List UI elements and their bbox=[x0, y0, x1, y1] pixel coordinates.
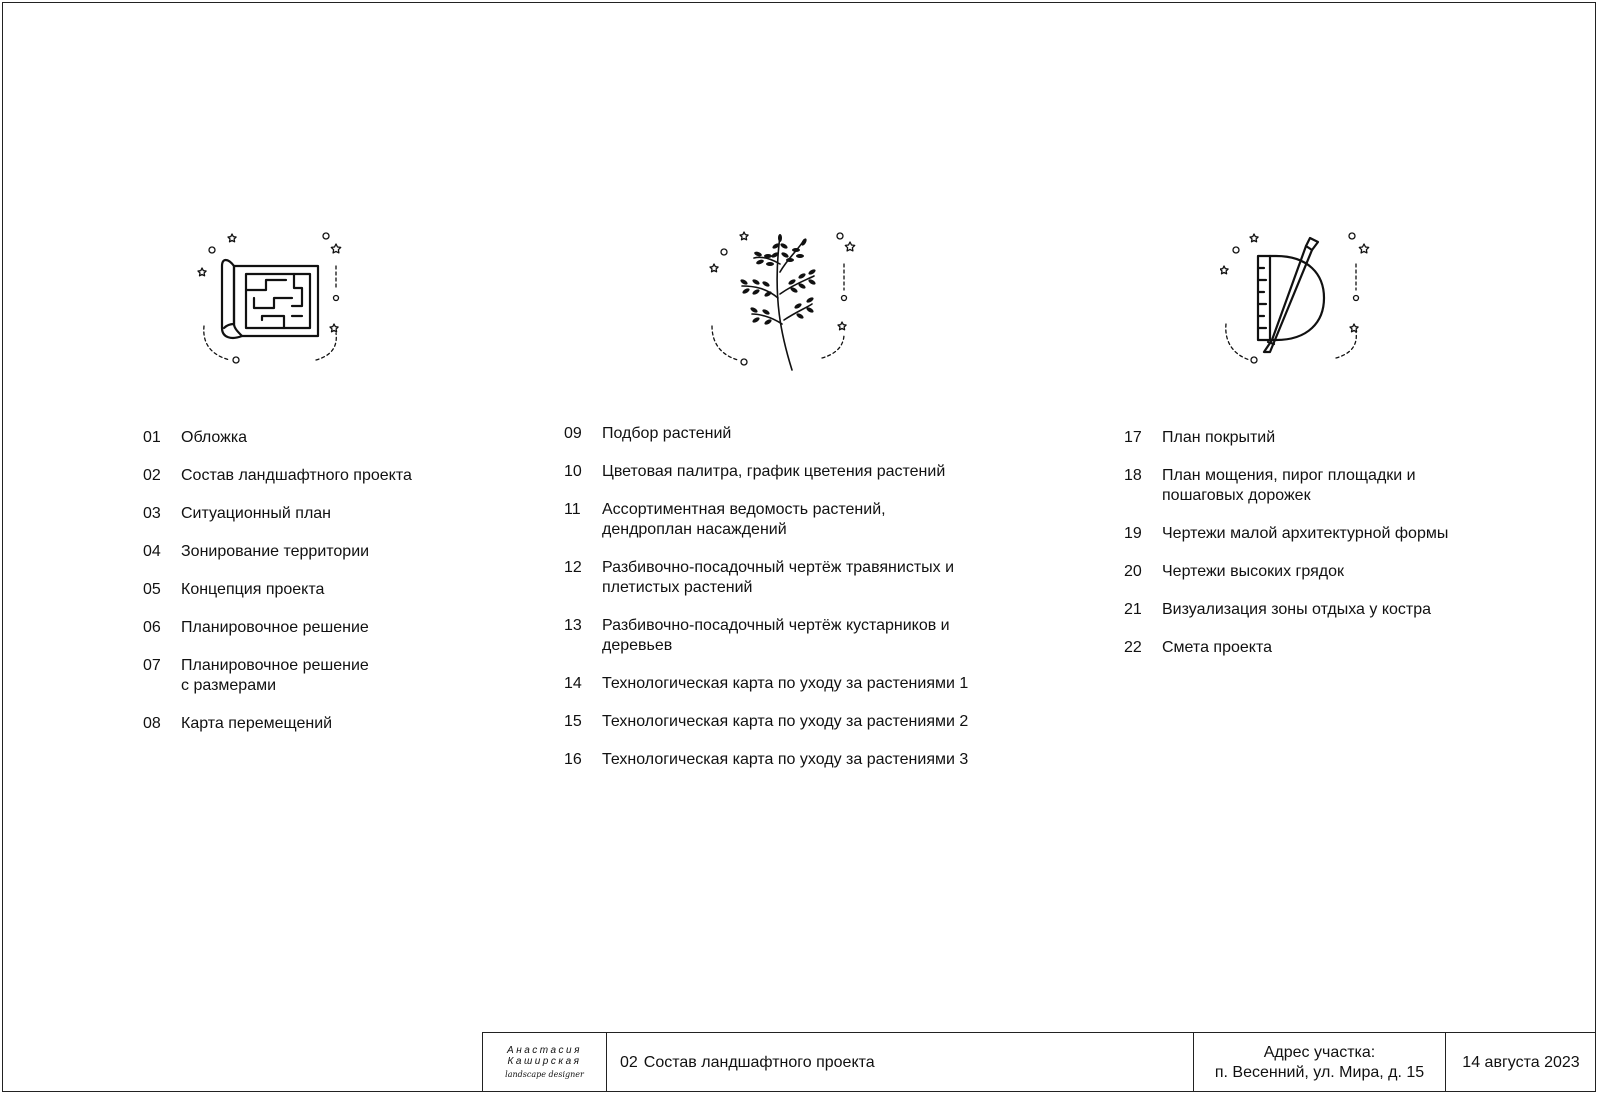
plant-branch-icon bbox=[708, 228, 868, 378]
logo-tagline: landscape designer bbox=[505, 1070, 584, 1079]
list-item: 13 Разбивочно-посадочный чертёж кустарников и деревьев bbox=[564, 617, 950, 654]
list-item: 21 Визуализация зоны отдыха у костра bbox=[1124, 601, 1432, 618]
list-item: 09 Подбор растений bbox=[564, 425, 732, 442]
list-item: 10 Цветовая палитра, график цветения растений bbox=[564, 463, 946, 480]
list-item: 15 Технологическая карта по уходу за растениями 2 bbox=[564, 713, 969, 730]
list-item: 07 Планировочное решение с размерами bbox=[143, 657, 369, 694]
contents-column-3 bbox=[1124, 428, 1524, 676]
address-value: п. Весенний, ул. Мира, д. 15 bbox=[1214, 1063, 1425, 1081]
list-item: 19 Чертежи малой архитектурной формы bbox=[1124, 525, 1449, 542]
sheet-number: 02 bbox=[620, 1053, 638, 1071]
list-item: 20 Чертежи высоких грядок bbox=[1124, 563, 1344, 580]
logo-first-name: Анастасия bbox=[507, 1045, 582, 1056]
protractor-pencil-icon bbox=[1220, 228, 1380, 378]
list-item: 17 План покрытий bbox=[1124, 429, 1276, 446]
plan-map-icon bbox=[196, 228, 356, 378]
list-item: 14 Технологическая карта по уходу за растениями 1 bbox=[564, 675, 969, 692]
list-item: 12 Разбивочно-посадочный чертёж травянистых и плетистых растений bbox=[564, 559, 955, 596]
site-address bbox=[1194, 1033, 1446, 1092]
list-item: 16 Технологическая карта по уходу за растениями 3 bbox=[564, 751, 969, 768]
address-label: Адрес участка: bbox=[1263, 1043, 1376, 1061]
list-item: 18 План мощения, пирог площадки и пошаговых дорожек bbox=[1124, 467, 1416, 504]
list-item: 04 Зонирование территории bbox=[143, 543, 370, 560]
sheet-title-text: Состав ландшафтного проекта bbox=[643, 1053, 875, 1071]
contents-column-1 bbox=[143, 428, 483, 752]
designer-logo bbox=[483, 1033, 607, 1092]
list-item: 06 Планировочное решение bbox=[143, 619, 369, 636]
sheet-title bbox=[607, 1033, 1194, 1092]
list-item: 05 Концепция проекта bbox=[143, 581, 325, 598]
list-item: 08 Карта перемещений bbox=[143, 715, 333, 732]
list-item: 02 Состав ландшафтного проекта bbox=[143, 467, 412, 484]
list-item: 11 Ассортиментная ведомость растений, дендроплан насаждений bbox=[564, 501, 886, 538]
list-item: 01 Обложка bbox=[143, 429, 248, 446]
title-block bbox=[482, 1032, 1596, 1092]
sheet-date: 14 августа 2023 bbox=[1462, 1053, 1580, 1071]
contents-column-2 bbox=[564, 424, 1024, 788]
list-item: 22 Смета проекта bbox=[1124, 639, 1272, 656]
list-item: 03 Ситуационный план bbox=[143, 505, 332, 522]
logo-last-name: Каширская bbox=[507, 1056, 582, 1067]
